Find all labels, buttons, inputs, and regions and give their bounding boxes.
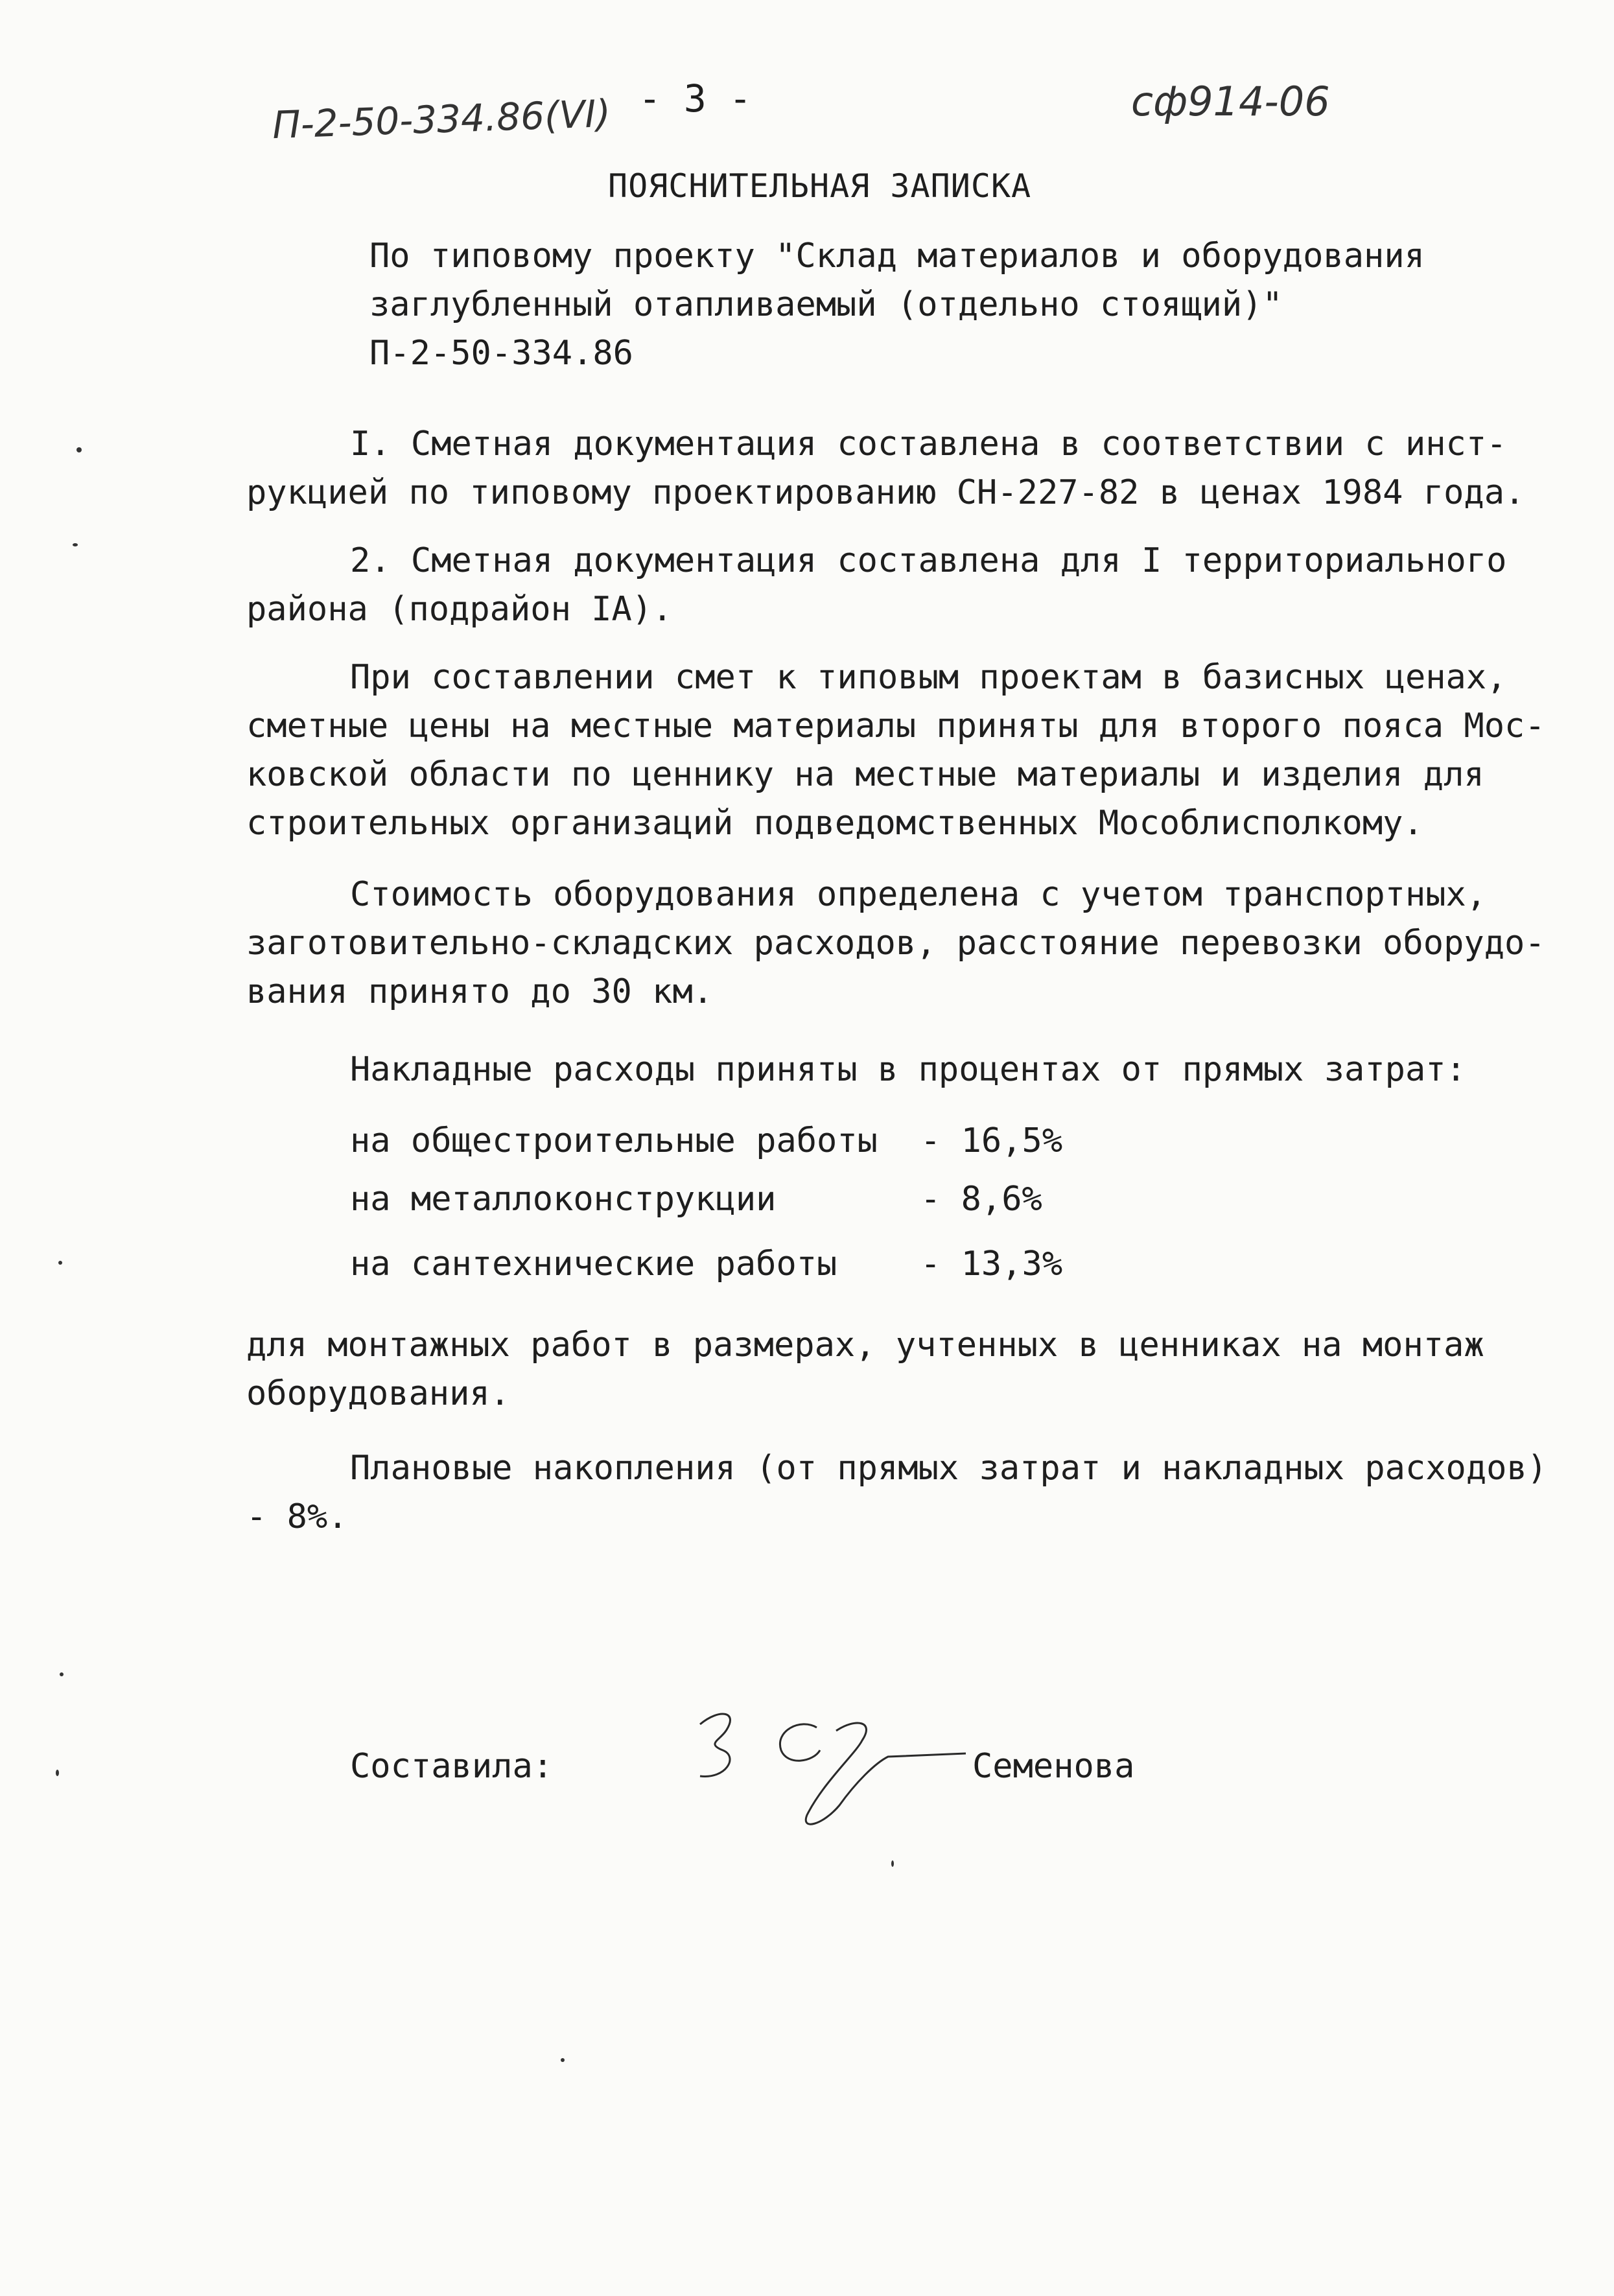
scan-speck	[73, 543, 78, 546]
paragraph-5-line: Накладные расходы приняты в процентах от прямых затрат:	[350, 1050, 1466, 1089]
paragraph-3-line: строительных организаций подведомственных Мособлисполкому.	[246, 804, 1423, 843]
overhead-rate-row	[350, 1121, 1062, 1160]
scan-speck	[58, 1261, 62, 1265]
paragraph-4-line: Стоимость оборудования определена с учетом транспортных,	[350, 875, 1487, 914]
paragraph-7-line: - 8%.	[246, 1497, 348, 1536]
signature-label: Составила:	[350, 1747, 554, 1786]
overhead-rate-label: на металлоконструкции	[350, 1180, 777, 1219]
paragraph-3-line: При составлении смет к типовым проектам в базисных ценах,	[350, 658, 1507, 697]
paragraph-4-line: заготовительно-складских расходов, расстояние перевозки оборудо-	[246, 924, 1545, 963]
paragraph-2-line: района (подрайон IA).	[246, 590, 673, 629]
paragraph-4-line: вания принято до 30 км.	[246, 972, 714, 1011]
paragraph-2-line: 2. Сметная документация составлена для I территориального	[350, 541, 1507, 580]
page-number: - 3 -	[638, 76, 752, 121]
overhead-rate-label: на общестроительные работы	[350, 1121, 878, 1160]
scan-speck	[76, 447, 82, 452]
scan-speck	[60, 1672, 64, 1676]
paragraph-6-line: оборудования.	[246, 1374, 510, 1413]
paragraph-3-line: сметные цены на местные материалы приняты для второго пояса Мос-	[246, 707, 1545, 745]
overhead-rate-row	[350, 1180, 1042, 1219]
paragraph-7-line: Плановые накопления (от прямых затрат и накладных расходов)	[350, 1449, 1548, 1488]
overhead-rate-label: на сантехнические работы	[350, 1245, 837, 1283]
archive-code-handwritten: сф914-06	[1131, 78, 1330, 125]
document-title: ПОЯСНИТЕЛЬНАЯ ЗАПИСКА	[608, 167, 1032, 205]
scan-speck	[891, 1860, 894, 1867]
handwritten-signature	[661, 1692, 972, 1834]
overhead-rate-value: - 8,6%	[920, 1180, 1042, 1219]
overhead-rate-value: - 13,3%	[920, 1245, 1063, 1283]
scan-speck	[561, 2058, 565, 2062]
paragraph-1-line: I. Сметная документация составлена в соответствии с инст-	[350, 425, 1507, 463]
signature-name: Семенова	[972, 1747, 1135, 1786]
overhead-rate-value: - 16,5%	[920, 1121, 1063, 1160]
scan-speck	[56, 1770, 59, 1776]
project-heading-line: П-2-50-334.86	[369, 334, 633, 373]
paragraph-3-line: ковской области по ценнику на местные материалы и изделия для	[246, 755, 1484, 794]
paragraph-6-line: для монтажных работ в размерах, учтенных в ценниках на монтаж	[246, 1326, 1484, 1365]
overhead-rate-row	[350, 1245, 1062, 1283]
document-code-handwritten: П-2-50-334.86(VI)	[271, 91, 612, 148]
project-heading-line: заглубленный отапливаемый (отдельно стоящий)"	[369, 285, 1283, 324]
project-heading-line: По типовому проекту "Склад материалов и оборудования	[369, 237, 1425, 275]
paragraph-1-line: рукцией по типовому проектированию СН-227-82 в ценах 1984 года.	[246, 473, 1525, 512]
